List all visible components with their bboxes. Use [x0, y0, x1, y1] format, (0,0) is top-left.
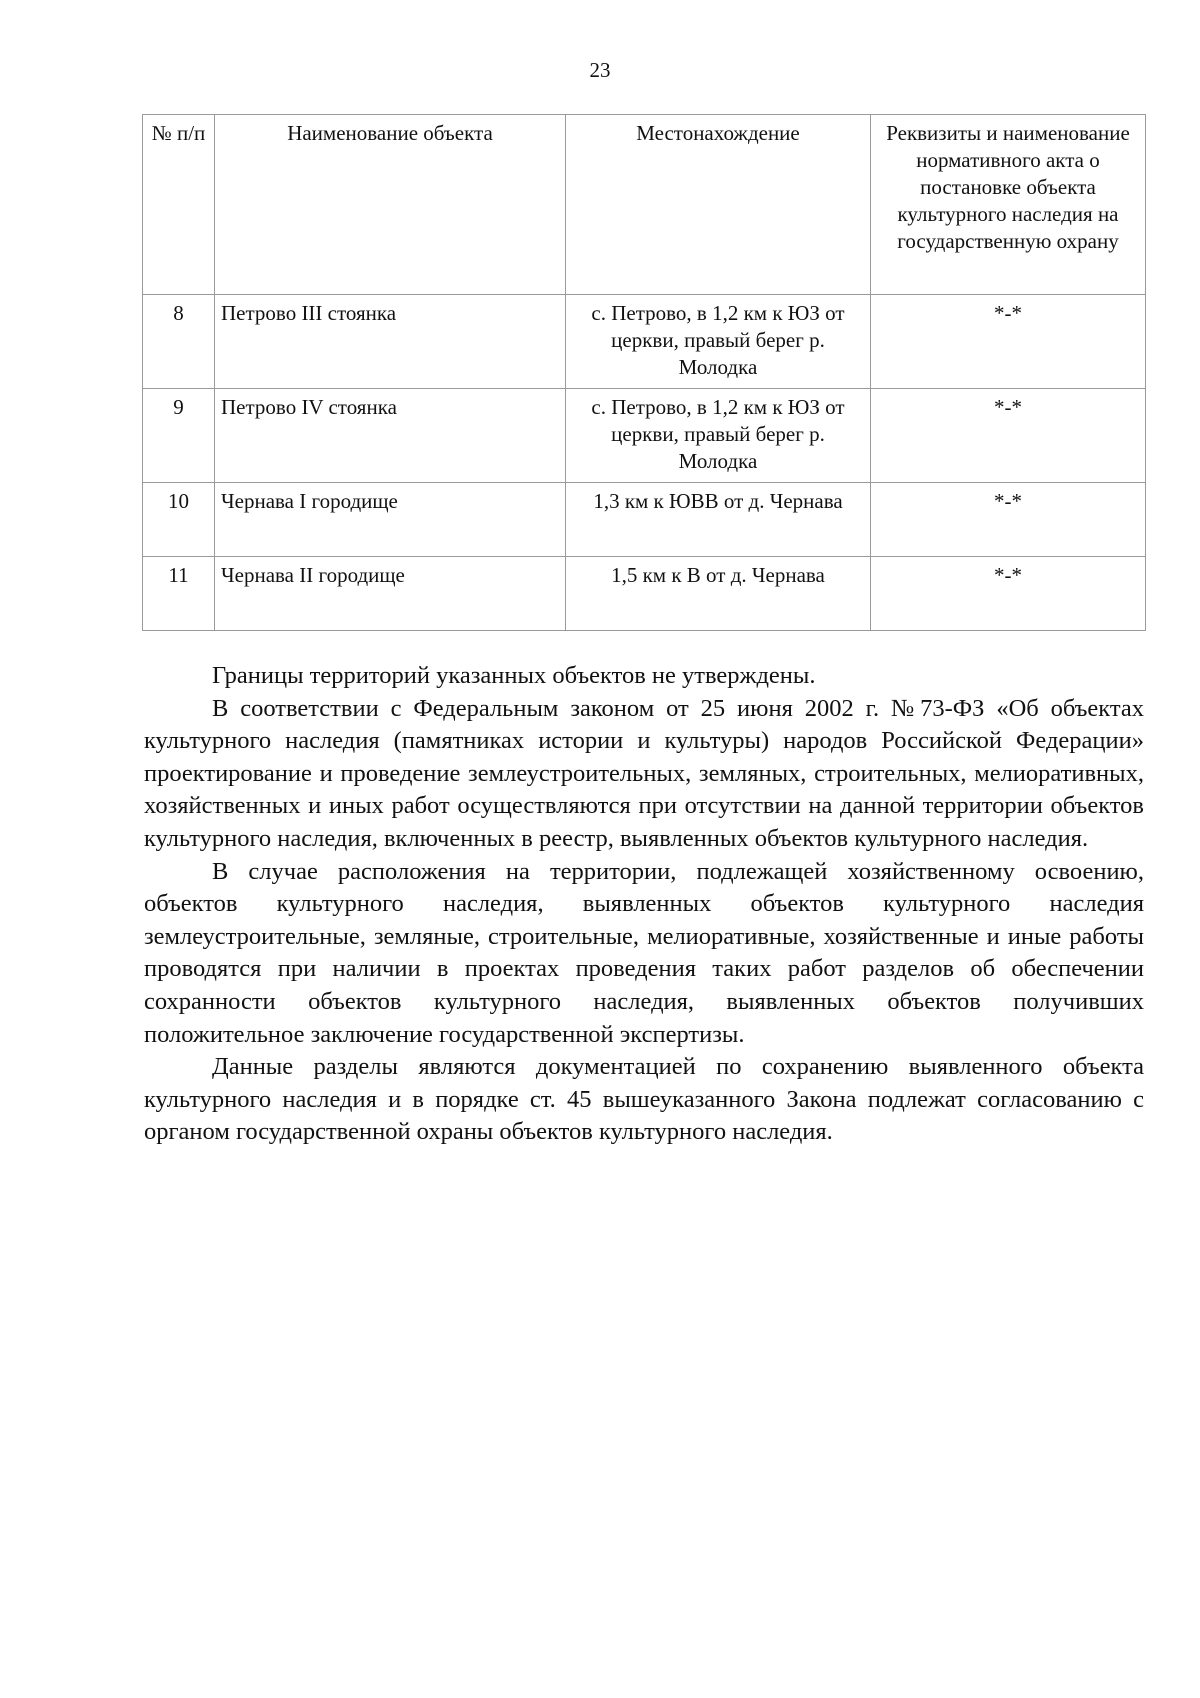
- row-number: 11: [143, 557, 215, 631]
- row-requisites: *-*: [871, 389, 1146, 483]
- table-row: [143, 557, 1146, 631]
- paragraph-economic-development: В случае расположения на территории, подлежащей хозяйственному освоению, объектов культурного наследия, выявленных объектов культурного наследия землеустроительные, земляные, строительные, мелиоративные, хозяйственные и иные работы проводятся при наличии в проектах проведения таких работ разделов об обеспечении сохранности объектов культурного наследия, выявленных объектов получивших положительное заключение государственной экспертизы.: [144, 857, 1144, 1048]
- table-row: [143, 483, 1146, 557]
- row-location: с. Петрово, в 1,2 км к ЮЗ от церкви, правый берег р. Молодка: [566, 295, 871, 389]
- row-location: 1,3 км к ЮВВ от д. Чернава: [566, 483, 871, 557]
- paragraph-boundaries: Границы территорий указанных объектов не утверждены.: [212, 662, 816, 689]
- row-object-name: Петрово IV стоянка: [215, 389, 566, 483]
- row-number: 10: [143, 483, 215, 557]
- header-requisites: Реквизиты и наименование нормативного акта о постановке объекта культурного наследия на государственную охрану: [871, 115, 1146, 295]
- row-requisites: *-*: [871, 295, 1146, 389]
- paragraph-federal-law: В соответствии с Федеральным законом от 25 июня 2002 г. №73-ФЗ «Об объектах культурного наследия (памятниках истории и культуры) народов Российской Федерации» проектирование и проведение землеустроительных, земляных, строительных, мелиоративных, хозяйственных и иных работ осуществляются при отсутствии на данной территории объектов культурного наследия, включенных в реестр, выявленных объектов культурного наследия.: [144, 694, 1144, 852]
- row-object-name: Чернава II городище: [215, 557, 566, 631]
- header-object-name: Наименование объекта: [215, 115, 566, 295]
- header-number: № п/п: [143, 115, 215, 295]
- row-location: с. Петрово, в 1,2 км к ЮЗ от церкви, правый берег р. Молодка: [566, 389, 871, 483]
- row-object-name: Чернава I городище: [215, 483, 566, 557]
- row-requisites: *-*: [871, 483, 1146, 557]
- body-text: [144, 660, 1144, 1149]
- table-row: [143, 295, 1146, 389]
- paragraph-documentation: Данные разделы являются документацией по сохранению выявленного объекта культурного наследия и в порядке ст. 45 вышеуказанного Закона подлежат согласованию с органом государственной охраны объектов культурного наследия.: [144, 1053, 1144, 1146]
- header-location: Местонахождение: [566, 115, 871, 295]
- row-number: 9: [143, 389, 215, 483]
- row-requisites: *-*: [871, 557, 1146, 631]
- table-row: [143, 389, 1146, 483]
- row-location: 1,5 км к В от д. Чернава: [566, 557, 871, 631]
- row-object-name: Петрово III стоянка: [215, 295, 566, 389]
- table-header-row: [143, 115, 1146, 295]
- row-number: 8: [143, 295, 215, 389]
- heritage-objects-table: [142, 114, 1146, 631]
- page-number: 23: [589, 58, 611, 82]
